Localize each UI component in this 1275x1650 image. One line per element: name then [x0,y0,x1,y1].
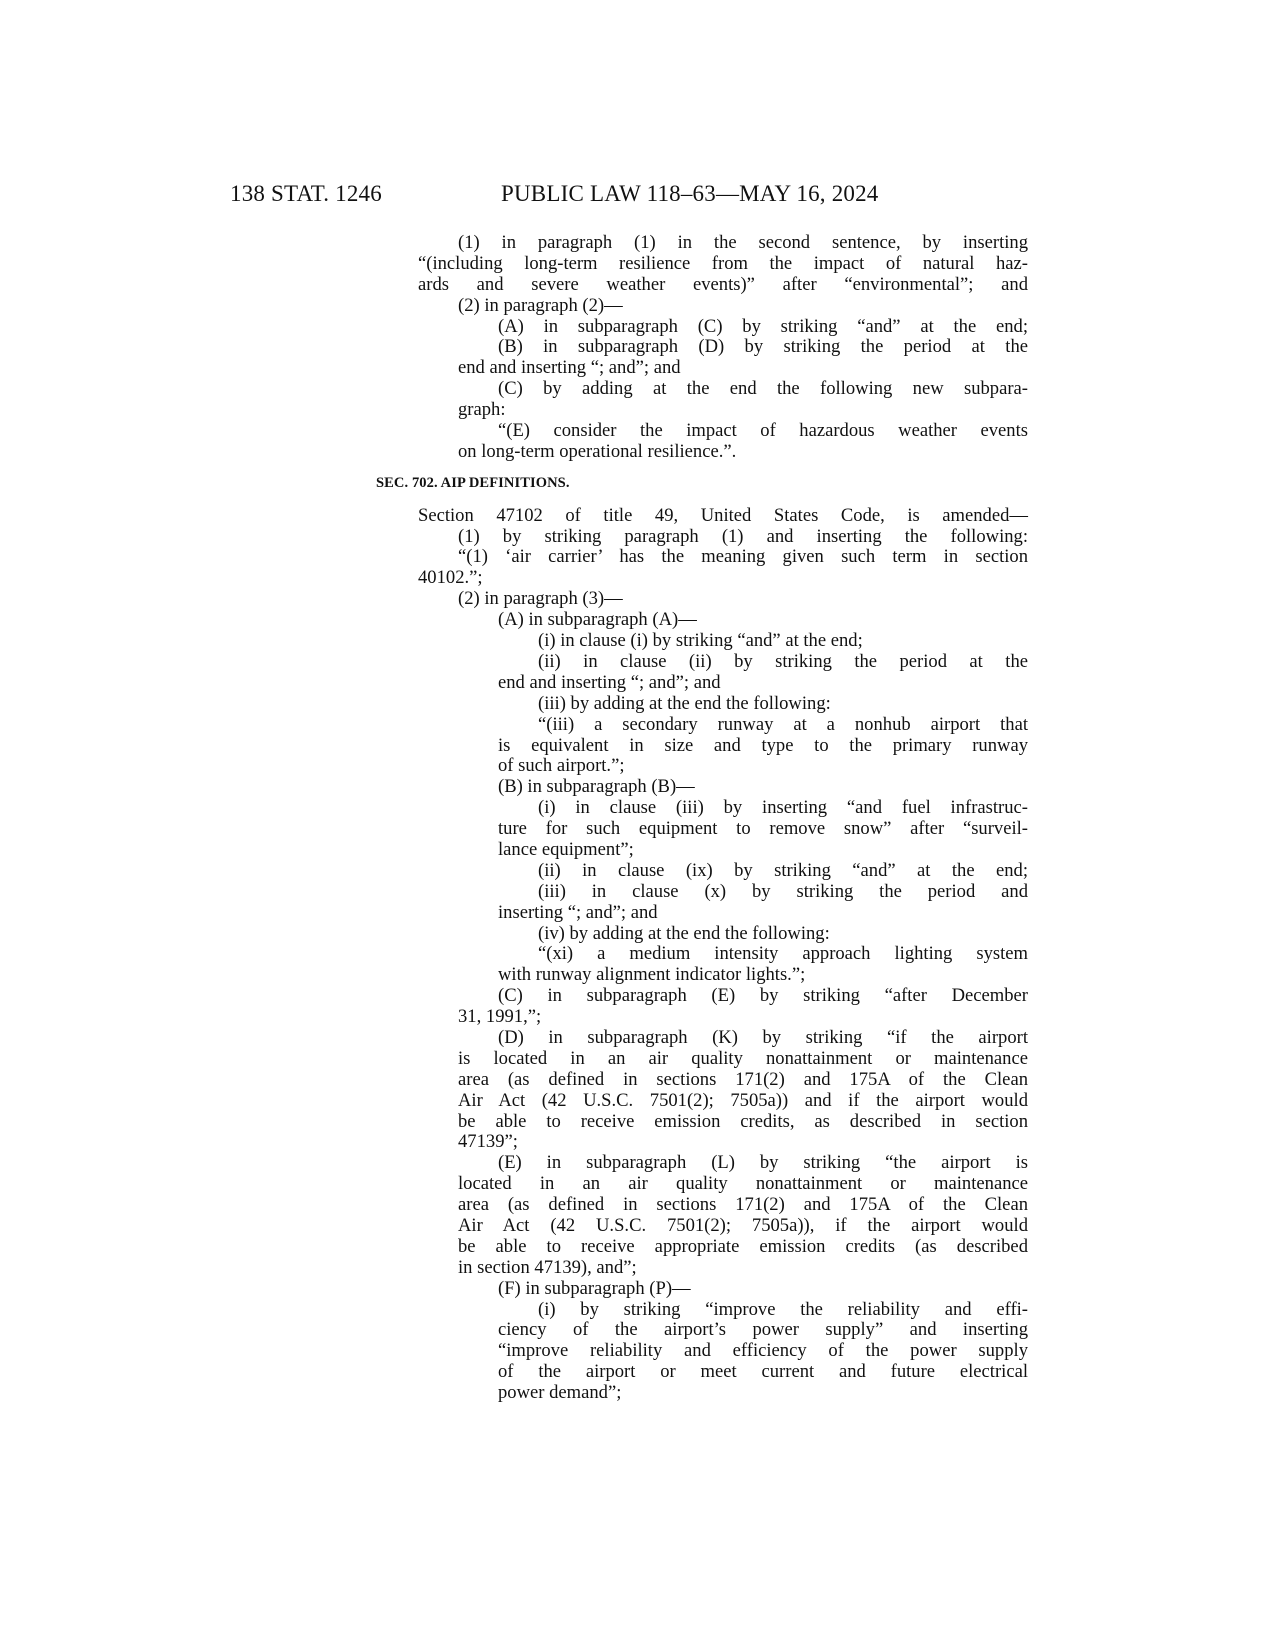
text-line: 47139”; [458,1131,518,1153]
text-line: (B) in subparagraph (B)— [498,776,695,798]
text-line: 31, 1991,”; [458,1006,542,1028]
text-line: on long-term operational resilience.”. [458,440,737,462]
text-line: (1) in paragraph (1) in the second sentence, by inserting [458,232,1028,253]
text-line: ards and severe weather events)” after “environmental”; and [418,273,1028,295]
text-line: (1) by striking paragraph (1) and inserting the following: [458,525,1028,547]
public-law-title: PUBLIC LAW 118–63—MAY 16, 2024 [501,181,879,206]
text-line: (iv) by adding at the end the following: [538,922,830,944]
text-line: located in an air quality nonattainment or maintenance [458,1173,1028,1195]
page-header [230,181,1275,221]
text-line: is located in an air quality nonattainment or maintenance [458,1047,1028,1069]
text-line: graph: [458,399,506,421]
text-line: lance equipment”; [498,838,634,860]
text-line: in section 47139), and”; [458,1256,637,1278]
text-line: with runway alignment indicator lights.”; [498,964,806,986]
text-line: inserting “; and”; and [498,901,658,923]
text-line: “(xi) a medium intensity approach lighting system [538,943,1028,965]
text-line: (2) in paragraph (3)— [458,588,623,610]
text-line: (iii) in clause (x) by striking the period and [538,880,1028,902]
text-line: area (as defined in sections 171(2) and 175A of the Clean [458,1068,1028,1090]
text-line: be able to receive appropriate emission credits (as described [458,1235,1028,1257]
text-line: (D) in subparagraph (K) by striking “if the airport [498,1026,1028,1048]
text-line: (i) in clause (iii) by inserting “and fuel infrastruc- [538,797,1028,819]
text-line: “(iii) a secondary runway at a nonhub airport that [538,713,1028,735]
text-line: of such airport.”; [498,755,625,777]
text-line: ciency of the airport’s power supply” and inserting [498,1319,1028,1341]
text-line: (A) in subparagraph (C) by striking “and” at the end; [498,315,1028,337]
text-line: Air Act (42 U.S.C. 7501(2); 7505a)), if the airport would [458,1214,1028,1236]
text-line: (C) by adding at the end the following new subpara- [498,378,1028,400]
text-line: Air Act (42 U.S.C. 7501(2); 7505a)) and if the airport would [458,1089,1028,1111]
text-line: end and inserting “; and”; and [458,357,681,379]
text-line: “improve reliability and efficiency of the power supply [498,1340,1028,1362]
text-line: of the airport or meet current and future electrical [498,1361,1028,1383]
text-line: (iii) by adding at the end the following: [538,692,831,714]
text-line: (F) in subparagraph (P)— [498,1277,691,1299]
text-line: (E) in subparagraph (L) by striking “the airport is [498,1152,1028,1174]
text-line: Section 47102 of title 49, United States Code, is amended— [418,504,1028,526]
text-line: ture for such equipment to remove snow” after “surveil- [498,818,1028,840]
text-line: (B) in subparagraph (D) by striking the period at the [498,336,1028,358]
statute-citation: 138 STAT. 1246 [230,181,382,206]
text-line: “(1) ‘air carrier’ has the meaning given such term in section [458,546,1028,568]
text-line: (C) in subparagraph (E) by striking “after December [498,985,1028,1007]
text-line: be able to receive emission credits, as described in section [458,1110,1028,1132]
text-line: power demand”; [498,1382,622,1404]
text-line: end and inserting “; and”; and [498,671,721,693]
text-line: (i) by striking “improve the reliability and effi- [538,1298,1028,1320]
text-line: area (as defined in sections 171(2) and 175A of the Clean [458,1194,1028,1216]
text-line: is equivalent in size and type to the primary runway [498,734,1028,756]
text-line: 40102.”; [418,567,483,589]
text-line: (i) in clause (i) by striking “and” at the end; [538,630,863,652]
document-body [376,232,1028,1404]
text-line: (ii) in clause (ix) by striking “and” at the end; [538,859,1028,881]
text-line: (2) in paragraph (2)— [458,294,623,316]
text-line: (ii) in clause (ii) by striking the period at the [538,650,1028,672]
text-line: “(E) consider the impact of hazardous weather events [498,420,1028,442]
text-line: (A) in subparagraph (A)— [498,609,697,631]
section-heading: SEC. 702. AIP DEFINITIONS. [376,474,570,491]
text-line: “(including long-term resilience from the impact of natural haz- [418,252,1028,274]
